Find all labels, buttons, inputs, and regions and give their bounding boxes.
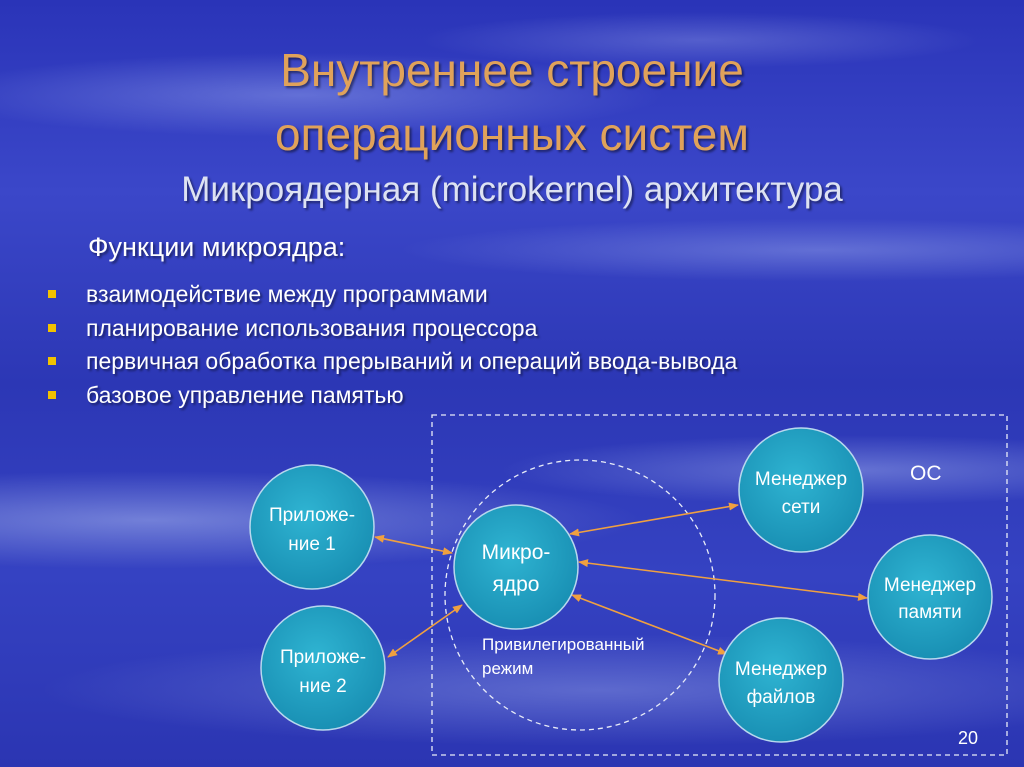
- arrow-app1-kernel: [375, 537, 452, 553]
- node-net-line1: Менеджер: [754, 469, 848, 490]
- node-app2-line2: ние 2: [299, 676, 347, 697]
- arrow-app2-kernel: [388, 605, 462, 657]
- arrow-kernel-mem: [579, 562, 867, 598]
- os-label: ОС: [910, 462, 942, 485]
- function-item-text: первичная обработка прерываний и операций ввода-вывода: [86, 348, 738, 374]
- node-app2-line1: Приложе-: [279, 647, 367, 668]
- node-mem: [868, 535, 992, 659]
- page-number: 20: [958, 728, 979, 748]
- privileged-label-line1: Привилегированный: [482, 635, 645, 654]
- node-kernel-line2: ядро: [492, 573, 540, 596]
- function-item-text: планирование использования процессора: [86, 314, 538, 341]
- subtitle: Микроядерная (microkernel) архитектура: [181, 170, 843, 209]
- function-item-text: базовое управление памятью: [86, 381, 404, 408]
- node-mem-line1: Менеджер: [883, 575, 977, 596]
- node-kernel-line1: Микро-: [481, 541, 551, 564]
- title-line-1: Внутреннее строение: [280, 44, 744, 96]
- node-net-line2: сети: [781, 497, 821, 518]
- node-files: [719, 618, 843, 742]
- node-kernel: [454, 505, 578, 629]
- node-net: [739, 428, 863, 552]
- node-app1: [250, 465, 374, 589]
- title-line-2: операционных систем: [275, 108, 749, 160]
- node-mem-line2: памяти: [898, 602, 962, 623]
- node-files-line1: Менеджер: [734, 659, 828, 680]
- node-files-line2: файлов: [746, 687, 816, 708]
- node-app1-line2: ние 1: [288, 534, 336, 555]
- function-item-text: взаимодействие между программами: [86, 281, 488, 307]
- functions-heading: Функции микроядра:: [88, 232, 346, 262]
- privileged-label-line2: режим: [482, 659, 534, 678]
- node-app2: [261, 606, 385, 730]
- arrow-kernel-net: [570, 505, 738, 534]
- node-app1-line1: Приложе-: [268, 505, 356, 526]
